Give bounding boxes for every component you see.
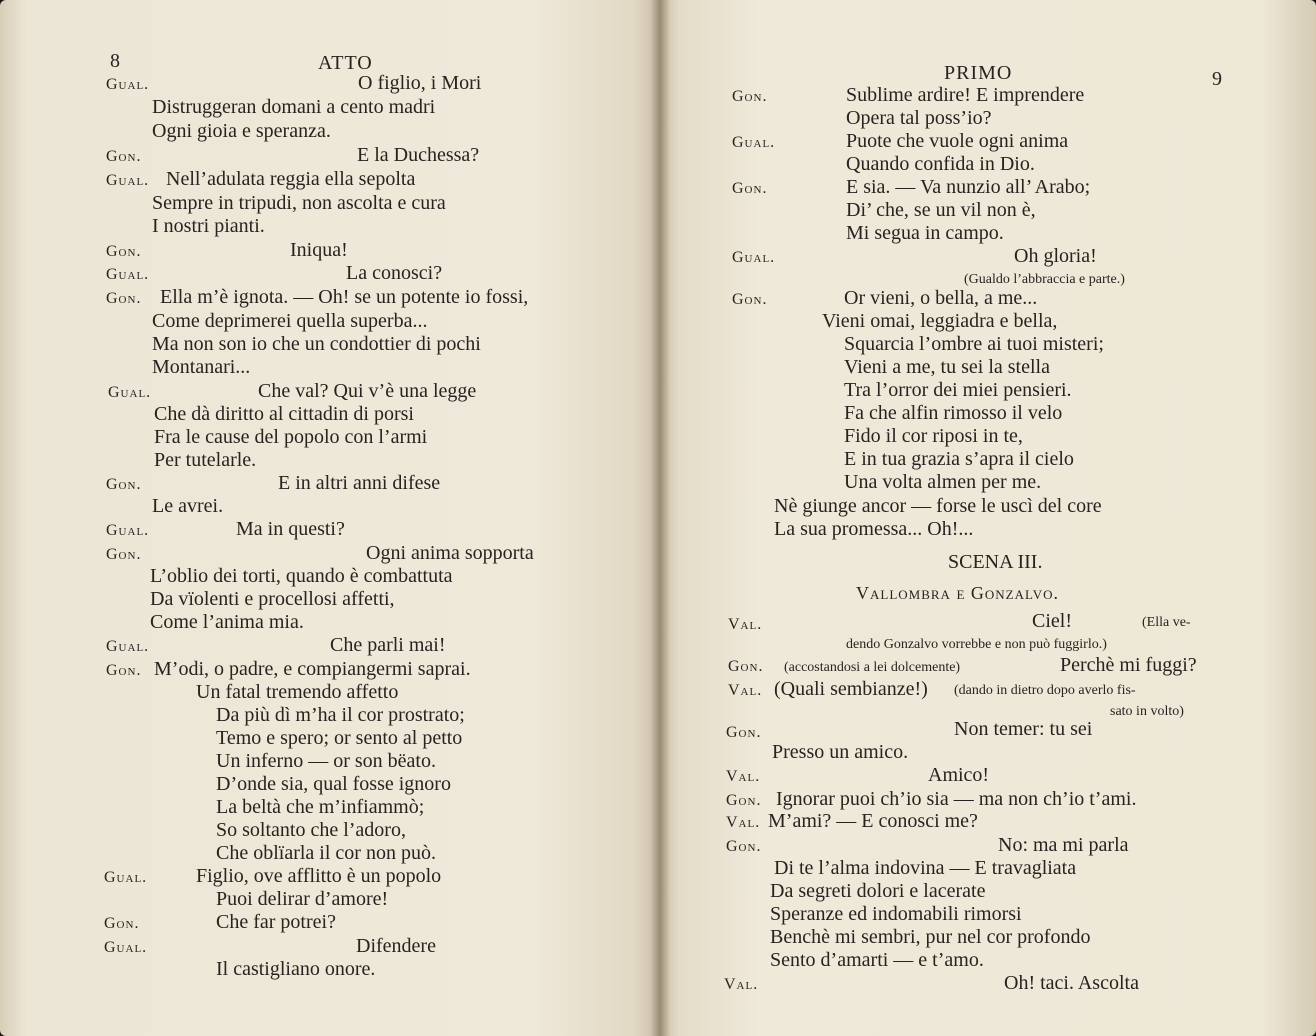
verse-line: Un inferno — or son bëato. bbox=[216, 750, 436, 772]
verse-line: Che val? Qui v’è una legge bbox=[258, 380, 477, 402]
verse-line: Presso un amico. bbox=[772, 741, 909, 763]
verse-line: Da vïolenti e procellosi affetti, bbox=[150, 588, 395, 610]
verse-line: Squarcia l’ombre ai tuoi misteri; bbox=[844, 333, 1104, 355]
verse-line: Puoi delirar d’amore! bbox=[216, 888, 389, 910]
verse-line: Che dà diritto al cittadin di porsi bbox=[154, 403, 414, 425]
stage-direction: (dando in dietro dopo averlo fis- bbox=[954, 683, 1136, 698]
speaker-label: Gual. bbox=[106, 522, 150, 539]
verse-line: Vieni omai, leggiadra e bella, bbox=[822, 310, 1058, 332]
speaker-label: Gon. bbox=[106, 290, 142, 307]
verse-line: L’oblio dei torti, quando è combattuta bbox=[150, 565, 453, 587]
verse-line: Oh! taci. Ascolta bbox=[1004, 972, 1139, 994]
speaker-label: Gon. bbox=[106, 476, 142, 493]
speaker-label: Gual. bbox=[104, 939, 148, 956]
verse-line: Da più dì m’ha il cor prostrato; bbox=[216, 704, 465, 726]
verse-line: Sublime ardire! E imprendere bbox=[846, 84, 1085, 106]
verse-line: Una volta almen per me. bbox=[844, 471, 1042, 493]
verse-line: Ogni anima sopporta bbox=[366, 542, 534, 564]
verse-line: Oh gloria! bbox=[1014, 245, 1097, 267]
verse-line: Che oblïarla il cor non può. bbox=[216, 842, 436, 864]
verse-line: I nostri pianti. bbox=[152, 215, 265, 237]
speaker-label: Gon. bbox=[106, 546, 142, 563]
verse-line: E in tua grazia s’apra il cielo bbox=[844, 448, 1074, 470]
verse-line: Or vieni, o bella, a me... bbox=[844, 287, 1038, 309]
speaker-label: Gon. bbox=[104, 915, 140, 932]
verse-line: Opera tal poss’io? bbox=[846, 107, 992, 129]
verse-line: Nè giunge ancor — forse le uscì del core bbox=[774, 495, 1102, 517]
speaker-label: Gon. bbox=[732, 291, 768, 308]
verse-line: Montanari... bbox=[152, 356, 251, 378]
scene-heading: SCENA III. bbox=[948, 551, 1043, 573]
speaker-label: Val. bbox=[728, 682, 763, 699]
speaker-label: Gon. bbox=[106, 243, 142, 260]
verse-line: Ogni gioia e speranza. bbox=[152, 120, 331, 142]
verse-line: Vieni a me, tu sei la stella bbox=[844, 356, 1050, 378]
verse-line: Come deprimerei quella superba... bbox=[152, 310, 428, 332]
verse-line: Quando confida in Dio. bbox=[846, 153, 1035, 175]
scene-characters: Vallombra e Gonzalvo. bbox=[856, 583, 1060, 603]
verse-line: Amico! bbox=[928, 764, 990, 786]
verse-line: E la Duchessa? bbox=[357, 144, 480, 166]
verse-line: E sia. — Va nunzio all’ Arabo; bbox=[846, 176, 1091, 198]
verse-line: M’odi, o padre, e compiangermi saprai. bbox=[154, 658, 471, 680]
verse-line: No: ma mi parla bbox=[998, 834, 1129, 856]
verse-line: Speranze ed indomabili rimorsi bbox=[770, 903, 1022, 925]
stage-direction: (Gualdo l’abbraccia e parte.) bbox=[964, 272, 1125, 287]
stage-direction: (Ella ve- bbox=[1142, 615, 1191, 630]
verse-line: La beltà che m’infiammò; bbox=[216, 796, 425, 818]
verse-line: Sempre in tripudi, non ascolta e cura bbox=[152, 192, 446, 214]
speaker-label: Gon. bbox=[728, 658, 764, 675]
speaker-label: Gual. bbox=[106, 76, 150, 93]
verse-line: Ma in questi? bbox=[236, 518, 345, 540]
verse-line: Fra le cause del popolo con l’armi bbox=[154, 426, 428, 448]
page-number: 8 bbox=[110, 50, 120, 72]
verse-line: La sua promessa... Oh!... bbox=[774, 518, 974, 540]
verse-line: Temo e spero; or sento al petto bbox=[216, 727, 463, 749]
verse-line: Le avrei. bbox=[152, 495, 224, 517]
speaker-label: Gual. bbox=[106, 172, 150, 189]
verse-line: Tra l’orror dei miei pensieri. bbox=[844, 379, 1072, 401]
page-number: 9 bbox=[1212, 68, 1222, 90]
verse-line: Non temer: tu sei bbox=[954, 718, 1093, 740]
verse-line: Difendere bbox=[356, 935, 436, 957]
speaker-label: Gon. bbox=[732, 180, 768, 197]
verse-line: Fa che alfin rimosso il velo bbox=[844, 402, 1063, 424]
speaker-label: Gual. bbox=[106, 266, 150, 283]
speaker-label: Val. bbox=[724, 976, 759, 993]
speaker-label: Gual. bbox=[732, 134, 776, 151]
verse-line: Ella m’è ignota. — Oh! se un potente io fossi, bbox=[160, 286, 529, 308]
speaker-label: Gon. bbox=[106, 662, 142, 679]
speaker-label: Gual. bbox=[108, 384, 152, 401]
verse-line: E in altri anni difese bbox=[278, 472, 441, 494]
speaker-label: Gual. bbox=[104, 869, 148, 886]
verse-line: Un fatal tremendo affetto bbox=[196, 681, 399, 703]
verse-line: Figlio, ove afflitto è un popolo bbox=[196, 865, 442, 887]
speaker-label: Gual. bbox=[732, 249, 776, 266]
stage-direction: dendo Gonzalvo vorrebbe e non può fuggirlo.) bbox=[846, 637, 1107, 652]
running-head: ATTO bbox=[318, 52, 373, 74]
verse-line: Per tutelarle. bbox=[154, 449, 257, 471]
speaker-label: Gon. bbox=[726, 792, 762, 809]
verse-line: Perchè mi fuggi? bbox=[1060, 654, 1197, 676]
verse-line: Sento d’amarti — e t’amo. bbox=[770, 949, 984, 971]
verse-line: Da segreti dolori e lacerate bbox=[770, 880, 986, 902]
speaker-label: Gon. bbox=[732, 88, 768, 105]
verse-line: Iniqua! bbox=[290, 239, 348, 261]
verse-line: D’onde sia, qual fosse ignoro bbox=[216, 773, 451, 795]
verse-line: Mi segua in campo. bbox=[846, 222, 1004, 244]
verse-line: M’ami? — E conosci me? bbox=[768, 810, 978, 832]
speaker-label: Gon. bbox=[726, 724, 762, 741]
verse-line: Puote che vuole ogni anima bbox=[846, 130, 1069, 152]
speaker-label: Gon. bbox=[106, 148, 142, 165]
verse-line: Di te l’alma indovina — E travagliata bbox=[774, 857, 1077, 879]
right-page bbox=[660, 0, 1316, 1036]
verse-line: Ignorar puoi ch’io sia — ma non ch’io t’ami. bbox=[776, 788, 1137, 810]
verse-line: Benchè mi sembri, pur nel cor profondo bbox=[770, 926, 1091, 948]
stage-direction: (accostandosi a lei dolcemente) bbox=[784, 660, 961, 675]
verse-line: O figlio, i Mori bbox=[358, 72, 482, 94]
verse-line: Ciel! bbox=[1032, 610, 1072, 632]
verse-line: La conosci? bbox=[346, 262, 443, 284]
verse-line: Ma non son io che un condottier di pochi bbox=[152, 333, 481, 355]
verse-line: Distruggeran domani a cento madri bbox=[152, 96, 436, 118]
speaker-label: Gual. bbox=[106, 638, 150, 655]
speaker-label: Val. bbox=[726, 814, 761, 831]
speaker-label: Val. bbox=[726, 768, 761, 785]
verse-line: (Quali sembianze!) bbox=[774, 678, 928, 700]
verse-line: Che parli mai! bbox=[330, 634, 446, 656]
verse-line: Il castigliano onore. bbox=[216, 958, 376, 980]
verse-line: Nell’adulata reggia ella sepolta bbox=[166, 168, 416, 190]
verse-line: Come l’anima mia. bbox=[150, 611, 304, 633]
verse-line: Fido il cor riposi in te, bbox=[844, 425, 1023, 447]
verse-line: Di’ che, se un vil non è, bbox=[846, 199, 1036, 221]
verse-line: Che far potrei? bbox=[216, 911, 336, 933]
speaker-label: Val. bbox=[728, 616, 763, 633]
running-head: PRIMO bbox=[944, 62, 1013, 84]
verse-line: So soltanto che l’adoro, bbox=[216, 819, 406, 841]
stage-direction: sato in volto) bbox=[1110, 704, 1184, 719]
speaker-label: Gon. bbox=[726, 838, 762, 855]
